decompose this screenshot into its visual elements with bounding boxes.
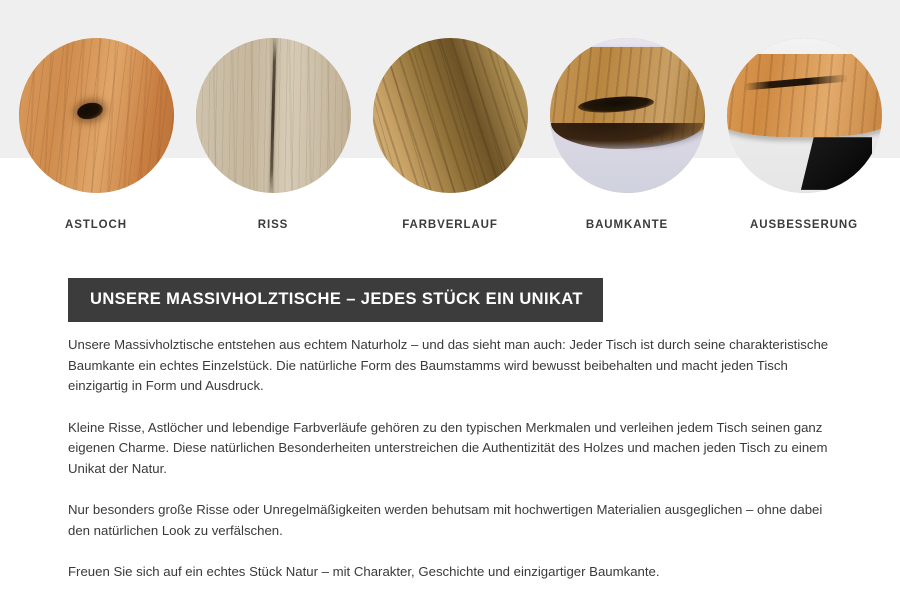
wood-feature-swatch-strip (0, 0, 900, 250)
live-edge-swatch-image (550, 38, 705, 193)
table-slab-shape (550, 47, 705, 143)
swatch-astloch[interactable] (19, 38, 174, 231)
wood-grain-texture (373, 38, 528, 193)
section-headline: UNSERE MASSIVHOLZTISCHE – JEDES STÜCK EIN UNIKAT (68, 278, 603, 322)
swatch-label-baumkante: BAUMKANTE (585, 219, 669, 231)
paragraph-2: Kleine Risse, Astlöcher und lebendige Farbverläufe gehören zu den typischen Merkmalen und verleihen jedem Tisch seinen ganz eigenen Charme. Diese natürlichen Besonderheiten unterstreichen die Authentizität des Holzes und machen jeden Tisch zu einem Unikat der Natur. (68, 419, 828, 476)
bark-inclusion-icon (578, 95, 655, 116)
wood-color-gradient-swatch-image (373, 38, 528, 193)
swatch-label-riss: RISS (257, 219, 289, 231)
body-copy (68, 335, 832, 583)
wood-knot-swatch-image (19, 38, 174, 193)
swatch-label-ausbesserung: AUSBESSERUNG (750, 219, 858, 231)
resin-filled-crack-icon (744, 74, 848, 90)
wood-crack-swatch-image (196, 38, 351, 193)
paragraph-4: Freuen Sie sich auf ein echtes Stück Natur – mit Charakter, Geschichte und einzigartiger Baumkante. (68, 564, 660, 579)
table-corner-shape (727, 54, 882, 138)
swatch-ausbesserung[interactable] (727, 38, 882, 231)
swatch-label-astloch: ASTLOCH (65, 219, 127, 231)
swatch-riss[interactable] (196, 38, 351, 231)
swatch-label-farbverlauf: FARBVERLAUF (402, 219, 498, 231)
swatch-farbverlauf[interactable] (373, 38, 528, 231)
paragraph-3: Nur besonders große Risse oder Unregelmäßigkeiten werden behutsam mit hochwertigen Materialien ausgeglichen – ohne dabei den natürlichen Look zu verfälschen. (68, 502, 823, 538)
paragraph-1: Unsere Massivholztische entstehen aus echtem Naturholz – und das sieht man auch: Jeder Tisch ist durch seine charakteristische Baumkante ein echtes Einzelstück. Die natürliche Form des Baumstamms wird bewusst beibehalten und macht jeden Tisch einzigartig in Form und Ausdruck. (68, 337, 829, 393)
wood-repair-swatch-image (727, 38, 882, 193)
swatch-baumkante[interactable] (550, 38, 705, 231)
